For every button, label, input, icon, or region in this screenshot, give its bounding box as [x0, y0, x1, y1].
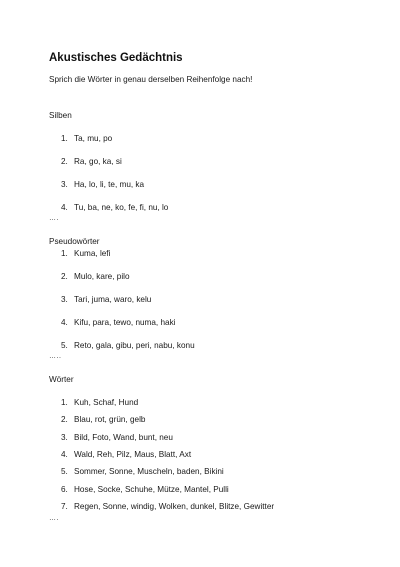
ellipsis: …. [49, 515, 59, 522]
page-title: Akustisches Gedächtnis [49, 52, 183, 64]
list-item: 1. Kuma, lefi [61, 249, 111, 258]
ellipsis: ….. [49, 353, 62, 360]
section-label-woerter: Wörter [49, 375, 74, 384]
list-item: 6. Hose, Socke, Schuhe, Mütze, Mantel, Pulli [61, 485, 229, 494]
list-item: 5. Reto, gala, gibu, peri, nabu, konu [61, 341, 195, 350]
list-item: 7. Regen, Sonne, windig, Wolken, dunkel, Blitze, Gewitter [61, 502, 275, 511]
list-item: 1. Kuh, Schaf, Hund [61, 398, 139, 407]
list-item: 4. Wald, Reh, Pilz, Maus, Blatt, Axt [61, 450, 192, 459]
list-item: 2. Blau, rot, grün, gelb [61, 415, 146, 424]
ellipsis: …. [49, 215, 59, 222]
list-item: 4. Tu, ba, ne, ko, fe, fi, nu, lo [61, 203, 169, 212]
instruction-text: Sprich die Wörter in genau derselben Reihenfolge nach! [49, 75, 253, 84]
list-item: 2. Mulo, kare, pilo [61, 272, 130, 281]
section-label-silben: Silben [49, 111, 72, 120]
list-item: 4. Kifu, para, tewo, numa, haki [61, 318, 176, 327]
list-item: 5. Sommer, Sonne, Muscheln, baden, Bikini [61, 467, 224, 476]
list-item: 3. Bild, Foto, Wand, bunt, neu [61, 433, 173, 442]
list-item: 3. Ha, lo, li, te, mu, ka [61, 180, 145, 189]
list-item: 3. Tari, juma, waro, kelu [61, 295, 152, 304]
list-item: 2. Ra, go, ka, si [61, 157, 122, 166]
list-item: 1. Ta, mu, po [61, 134, 113, 143]
section-label-pseudowoerter: Pseudowörter [49, 237, 100, 246]
